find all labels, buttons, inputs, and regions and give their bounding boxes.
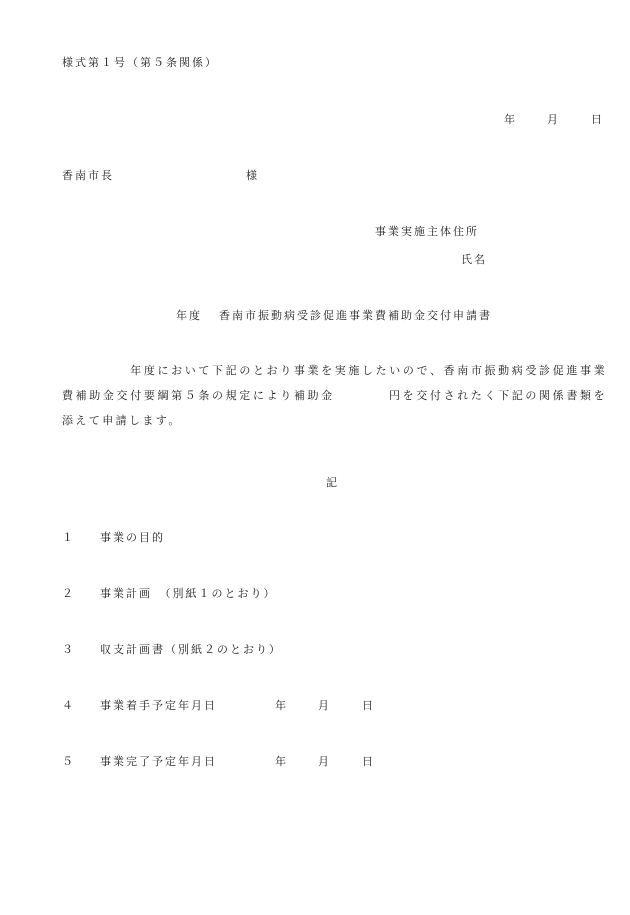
list-item — [62, 643, 282, 657]
end-day-label: 日 — [362, 755, 375, 768]
item-number: ５ — [62, 755, 75, 768]
body-part2: 円を交付されたく下記の関係書類を添えて申請します。 — [62, 389, 607, 427]
date-month-label: 月 — [547, 113, 560, 126]
body-part1: 年度において下記のとおり事業を実施したいので、香南市振動病受診促進事業費補助金交付要綱第５条の規定により補助金 — [62, 364, 607, 402]
title-year-label: 年度 — [176, 309, 202, 322]
date-year-label: 年 — [504, 113, 517, 126]
recipient-name: 香南市長 — [62, 169, 114, 182]
item-label: 収支計画書（別紙２のとおり） — [100, 643, 282, 656]
item-number: １ — [62, 531, 75, 544]
body-paragraph — [62, 358, 607, 433]
list-item — [62, 531, 165, 545]
list-item — [62, 755, 217, 769]
date-day-label: 日 — [591, 113, 604, 126]
item-label: 事業の目的 — [100, 531, 165, 544]
start-day-label: 日 — [362, 699, 375, 712]
ki-label: 記 — [326, 476, 339, 489]
form-number: 様式第１号（第５条関係） — [62, 56, 218, 69]
end-month-label: 月 — [318, 755, 331, 768]
item-number: ４ — [62, 699, 75, 712]
recipient-honorific: 様 — [246, 169, 259, 182]
list-item — [62, 699, 217, 713]
start-year-label: 年 — [275, 699, 288, 712]
document-title: 香南市振動病受診促進事業費補助金交付申請書 — [219, 309, 492, 322]
item-label: 事業完了予定年月日 — [100, 755, 217, 768]
item-number: ２ — [62, 587, 75, 600]
applicant-address-label: 事業実施主体住所 — [375, 225, 479, 238]
item-number: ３ — [62, 643, 75, 656]
start-month-label: 月 — [318, 699, 331, 712]
applicant-name-label: 氏名 — [461, 253, 487, 266]
item-label: 事業着手予定年月日 — [100, 699, 217, 712]
list-item — [62, 587, 277, 601]
item-label: 事業計画 （別紙１のとおり） — [100, 587, 277, 600]
end-year-label: 年 — [275, 755, 288, 768]
